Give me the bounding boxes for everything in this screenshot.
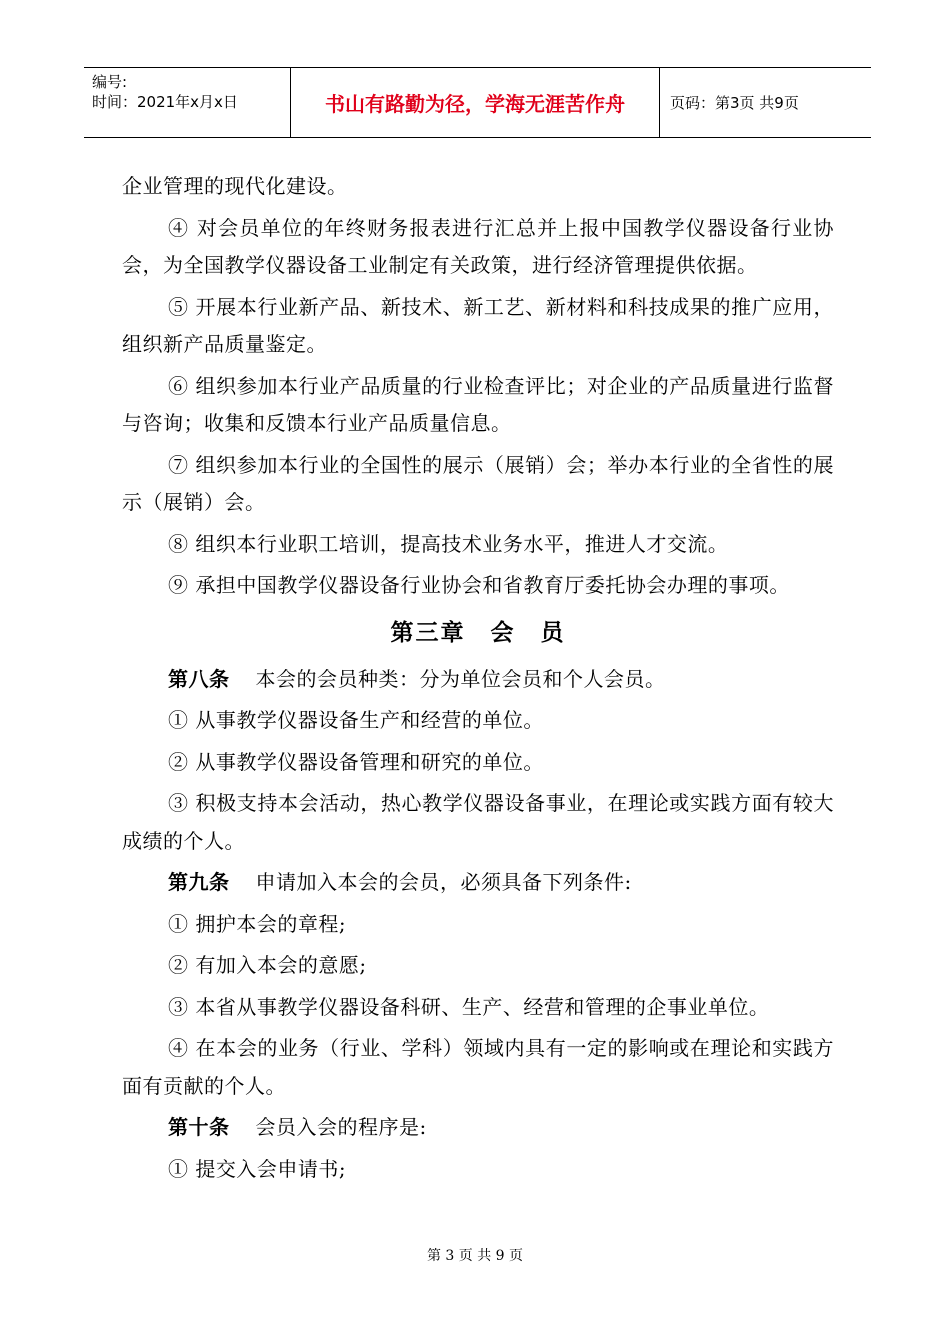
article-label: 第十条 xyxy=(168,1115,230,1139)
list-item: ① 拥护本会的章程; xyxy=(168,911,347,936)
list-item: ③ 积极支持本会活动，热心教学仪器设备事业，在理论或实践方面有较大成绩的个人。 xyxy=(122,791,834,853)
article-label: 第九条 xyxy=(168,870,230,894)
paragraph: ⑧ 组织本行业职工培训，提高技术业务水平，推进人才交流。 xyxy=(168,531,729,556)
article-text: 本会的会员种类：分为单位会员和个人会员。 xyxy=(255,666,666,691)
document-body xyxy=(122,168,834,1188)
header-meta xyxy=(84,68,291,137)
header-motto: 书山有路勤为径，学海无涯苦作舟 xyxy=(291,68,660,137)
chapter-title: 第三章 会 员 xyxy=(390,619,566,646)
paragraph: ⑨ 承担中国教学仪器设备行业协会和省教育厅委托协会办理的事项。 xyxy=(168,573,790,597)
list-item: ② 从事教学仪器设备管理和研究的单位。 xyxy=(168,749,544,774)
list-item: ④ 在本会的业务（行业、学科）领域内具有一定的影响或在理论和实践方面有贡献的个人。 xyxy=(122,1036,834,1098)
list-item: ③ 本省从事教学仪器设备科研、生产、经营和管理的企事业单位。 xyxy=(168,994,770,1019)
article-9 xyxy=(122,864,834,902)
list-item: ② 有加入本会的意愿; xyxy=(168,953,367,977)
article-text: 会员入会的程序是: xyxy=(255,1115,427,1139)
page-header xyxy=(84,67,871,138)
article-10 xyxy=(122,1109,834,1147)
list-item: ① 提交入会申请书; xyxy=(168,1156,347,1181)
paragraph: ④ 对会员单位的年终财务报表进行汇总并上报中国教学仪器设备行业协会，为全国教学仪器设备工业制定有关政策，进行经济管理提供依据。 xyxy=(122,215,834,277)
serial-label: 编号: xyxy=(92,73,128,91)
paragraph: ⑦ 组织参加本行业的全国性的展示（展销）会；举办本行业的全省性的展示（展销）会。 xyxy=(122,452,834,514)
list-item: ① 从事教学仪器设备生产和经营的单位。 xyxy=(168,708,544,732)
article-label: 第八条 xyxy=(168,666,230,691)
time-label: 时间：2021年x月x日 xyxy=(92,93,238,111)
page-footer: 第 3 页 共 9 页 xyxy=(426,1248,524,1264)
paragraph: 企业管理的现代化建设。 xyxy=(122,174,348,198)
header-page-code: 页码：第3页 共9页 xyxy=(670,94,799,112)
article-8 xyxy=(122,661,834,699)
paragraph: ⑤ 开展本行业新产品、新技术、新工艺、新材料和科技成果的推广应用，组织新产品质量鉴定。 xyxy=(122,294,834,356)
article-text: 申请加入本会的会员，必须具备下列条件: xyxy=(255,870,632,894)
paragraph: ⑥ 组织参加本行业产品质量的行业检查评比；对企业的产品质量进行监督与咨询；收集和反馈本行业产品质量信息。 xyxy=(122,373,834,435)
